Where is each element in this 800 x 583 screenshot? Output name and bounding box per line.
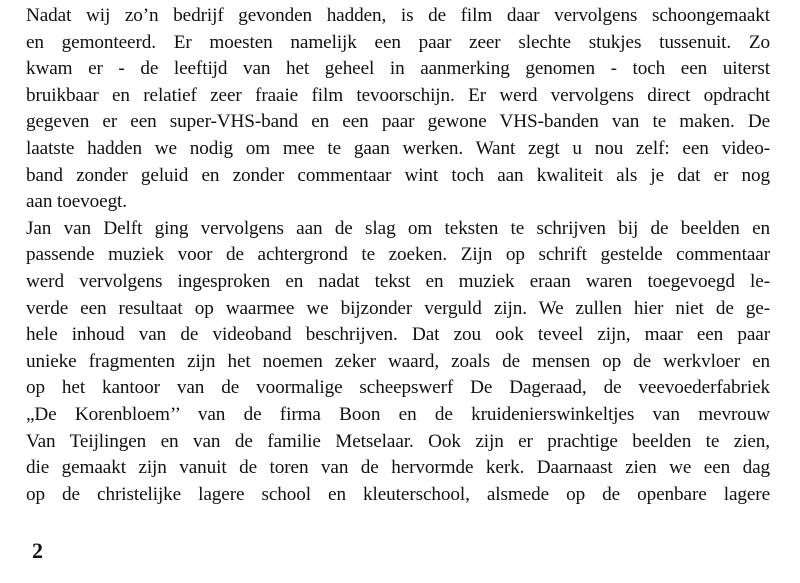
- text-line: gegeven er een super-VHS-band en een paar gewone VHS-banden van te maken. De: [26, 111, 770, 133]
- text-line: Nadat wij zo’n bedrijf gevonden hadden, is de film daar vervolgens schoongemaakt: [26, 5, 770, 26]
- text-line: op het kantoor van de voormalige scheepswerf De Dageraad, de veevoederfabriek: [26, 377, 770, 399]
- text-line: hele inhoud van de videoband beschrijven. Dat zou ook teveel zijn, maar een paar: [26, 324, 770, 346]
- text-line: kwam er - de leeftijd van het geheel in aanmerking genomen - toch een uiterst: [26, 58, 770, 80]
- text-line: passende muziek voor de achtergrond te zoeken. Zijn op schrift gestelde commentaar: [26, 244, 770, 266]
- page-number: 2: [32, 538, 43, 563]
- text-line: „De Korenbloem’’ van de firma Boon en de kruidenierswinkeltjes van mevrouw: [26, 403, 770, 425]
- text-line: en gemonteerd. Er moesten namelijk een paar zeer slechte stukjes tussenuit. Zo: [26, 31, 770, 53]
- text-line: verde een resultaat op waarmee we bijzonder verguld zijn. We zullen hier niet de ge-: [26, 297, 770, 319]
- text-line: op de christelijke lagere school en kleuterschool, alsmede op de openbare lagere: [26, 483, 770, 505]
- text-line: werd vervolgens ingesproken en nadat tekst en muziek eraan waren toegevoegd le-: [26, 270, 770, 292]
- text-line: bruikbaar en relatief zeer fraaie film tevoorschijn. Er werd vervolgens direct opdracht: [26, 84, 770, 106]
- text-line: band zonder geluid en zonder commentaar wint toch aan kwaliteit als je dat er nog: [26, 164, 770, 186]
- text-line: unieke fragmenten zijn het noemen zeker waard, zoals de mensen op de werkvloer en: [26, 350, 770, 372]
- text-line: die gemaakt zijn vanuit de toren van de hervormde kerk. Daarnaast zien we een dag: [26, 457, 770, 479]
- text-line: Van Teijlingen en van de familie Metselaar. Ook zijn er prachtige beelden te zien,: [26, 430, 770, 452]
- text-line: laatste hadden we nodig om mee te gaan werken. Want zegt u nou zelf: een video-: [26, 137, 770, 159]
- text-line: Jan van Delft ging vervolgens aan de slag om teksten te schrijven bij de beelden en: [26, 217, 770, 239]
- body-text: [26, 3, 770, 508]
- text-line: aan toevoegt.: [26, 191, 127, 213]
